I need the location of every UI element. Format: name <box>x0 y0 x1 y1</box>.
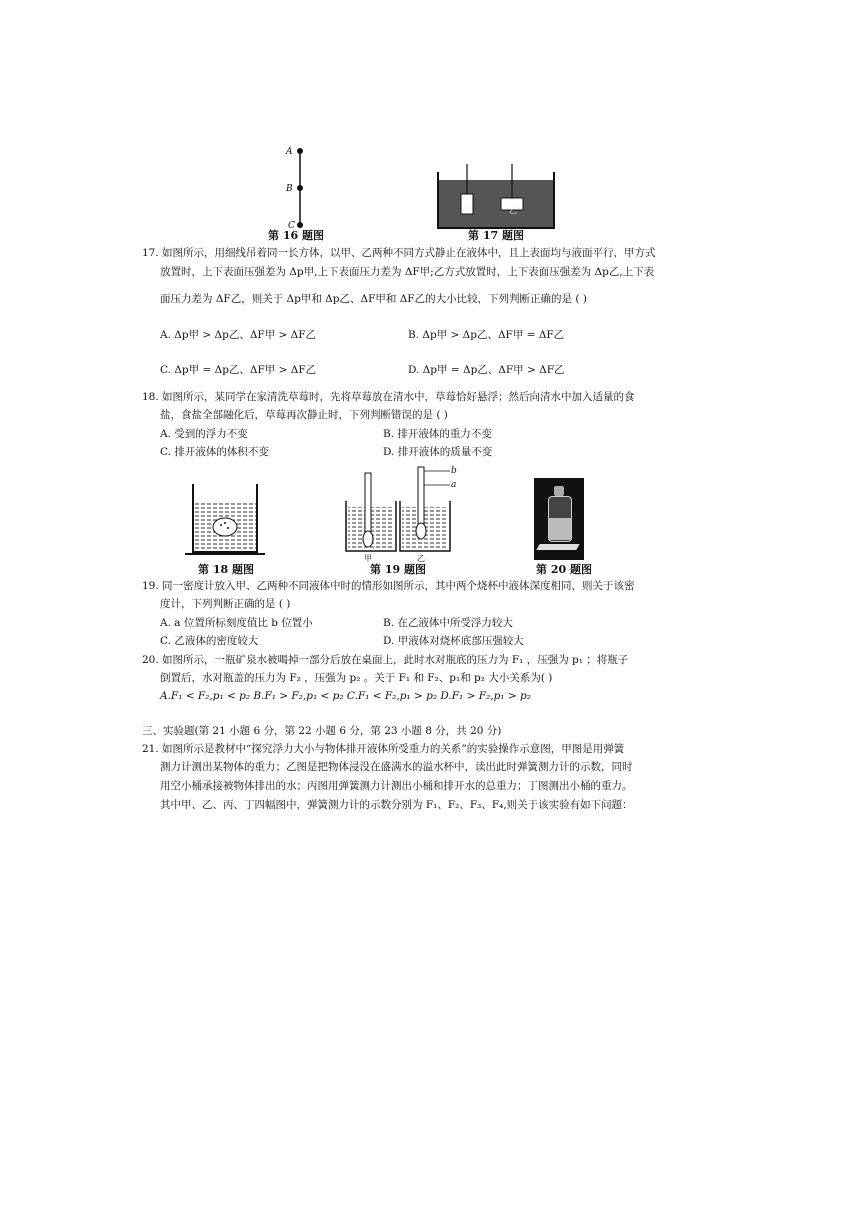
q20-stem-line1: 20. 如图所示，一瓶矿泉水被喝掉一部分后放在桌面上，此时水对瓶底的压力为 F₁ ，压强为 p₁ ；将瓶子 <box>142 654 629 666</box>
label-a: A <box>286 147 293 157</box>
q18-option-b: B. 排开液体的重力不变 <box>383 428 492 440</box>
q21-line3: 用空小桶承接被物体排出的水；丙图用弹簧测力计测出小桶和排开水的总重力；丁图测出小桶的重力。 <box>160 780 633 792</box>
q20-options: A.F₁ < F₂,p₁ < p₂ B.F₁ > F₂,p₁ < p₂ C.F₁ < F₂,p₁ > p₂ D.F₁ > F₂,p₁ > p₂ <box>160 690 531 702</box>
q17-option-b: B. Δp甲 > Δp乙、ΔF甲 = ΔF乙 <box>408 329 565 341</box>
label-jia-beaker: 甲 <box>364 554 372 563</box>
section-3-heading: 三、实验题(第 21 小题 6 分，第 22 小题 6 分，第 23 小题 8 分，共 20 分) <box>142 725 502 737</box>
figure-19-caption: 第 19 题图 <box>370 563 426 576</box>
figure-18-diagram <box>183 482 273 562</box>
bottle-cap <box>554 486 564 496</box>
label-b: B <box>286 184 293 194</box>
figure-20-photo <box>534 478 584 560</box>
q19-option-c: C. 乙液体的密度较大 <box>160 635 259 647</box>
q19-option-b: B. 在乙液体中所受浮力较大 <box>383 617 513 629</box>
q18-stem-line2: 盐，食盐全部融化后，草莓再次静止时，下列判断错误的是 ( ) <box>160 409 448 421</box>
q19-stem-line2: 度计，下列判断正确的是 ( ) <box>160 598 291 610</box>
figure-18-caption: 第 18 题图 <box>198 563 254 576</box>
q19-option-a: A. a 位置所标刻度值比 b 位置小 <box>160 617 313 629</box>
q17-option-a: A. Δp甲 > Δp乙、ΔF甲 > ΔF乙 <box>160 329 317 341</box>
label-jia: 甲 <box>463 206 471 215</box>
label-yi-beaker: 乙 <box>417 554 425 563</box>
label-a-mark: a <box>451 480 457 490</box>
q18-option-c: C. 排开液体的体积不变 <box>160 446 269 458</box>
bottle-water <box>549 518 571 540</box>
q18-option-d: D. 排开液体的质量不变 <box>383 446 493 458</box>
q18-option-a: A. 受到的浮力不变 <box>160 428 248 440</box>
q17-stem-line3: 面压力差为 ΔF乙，则关于 Δp甲和 Δp乙、ΔF甲和 ΔF乙的大小比较，下列判断正确的是 ( ) <box>160 293 587 305</box>
q18-stem-line1: 18. 如图所示，某同学在家清洗草莓时，先将草莓放在清水中，草莓恰好悬浮；然后向清水中加入适量的食 <box>142 391 635 403</box>
figure-16-caption: 第 16 题图 <box>268 229 324 242</box>
q20-stem-line2: 倒置后，水对瓶盖的压力为 F₂ ，压强为 p₂ 。关于 F₁ 和 F₂、p₁和 p₂ 大小关系为( ) <box>160 672 553 684</box>
q21-line4: 其中甲、乙、丙、丁四幅图中，弹簧测力计的示数分别为 F₁、F₂、F₃、F₄,则关于该实验有如下问题： <box>160 799 633 811</box>
q19-option-d: D. 甲液体对烧杯底部压强较大 <box>383 635 524 647</box>
q17-option-c: C. Δp甲 = Δp乙、ΔF甲 > ΔF乙 <box>160 364 317 376</box>
q19-stem-line1: 19. 同一密度计放入甲、乙两种不同液体中时的情形如图所示，其中两个烧杯中液体深度相同，则关于该密 <box>142 580 635 592</box>
figure-17-caption: 第 17 题图 <box>468 229 524 242</box>
q17-option-d: D. Δp甲 = Δp乙、ΔF甲 > ΔF乙 <box>408 364 565 376</box>
label-b-mark: b <box>451 466 457 476</box>
q17-stem-line1: 17. 如图所示，用细线吊着同一长方体，以甲、乙两种不同方式静止在液体中，且上表面均与液面平行，甲方式 <box>142 247 656 259</box>
figure-17-diagram <box>437 160 557 230</box>
figure-20-caption: 第 20 题图 <box>536 563 592 576</box>
label-yi: 乙 <box>509 206 517 215</box>
q17-stem-line2: 放置时，上下表面压强差为 Δp甲,上下表面压力差为 ΔF甲;乙方式放置时，上下表面压强差为 Δp乙,上下表 <box>160 266 655 278</box>
label-c: C <box>288 221 295 231</box>
table-surface <box>536 544 579 550</box>
q21-line1: 21. 如图所示是教材中“探究浮力大小与物体排开液体所受重力的关系”的实验操作示意图，甲图是用弹簧 <box>142 743 625 755</box>
q21-line2: 测力计测出某物体的重力；乙图是把物体浸没在盛满水的溢水杯中，读出此时弹簧测力计的示数，同时 <box>160 761 633 773</box>
